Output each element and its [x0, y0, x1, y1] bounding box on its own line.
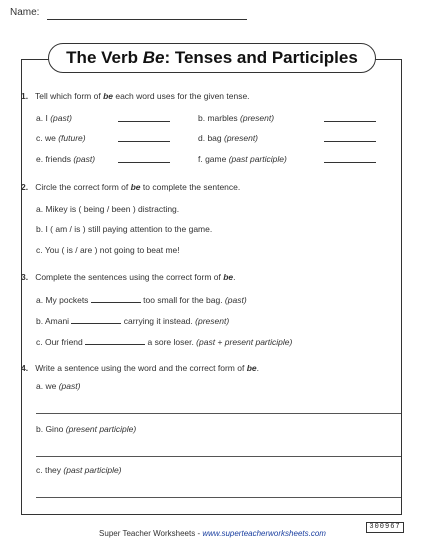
- q1-item-c: c. we (future): [36, 133, 86, 143]
- question-1-prompt: 1. Tell which form of be each word uses for the given tense.: [21, 91, 250, 101]
- q1-answer-blank-f[interactable]: [324, 154, 376, 163]
- q1-answer-blank-c[interactable]: [118, 133, 170, 142]
- q4-item-c: c. they (past participle): [36, 465, 122, 475]
- q1-item-f: f. game (past participle): [198, 154, 287, 164]
- q4-item-a: a. we (past): [36, 381, 81, 391]
- q1-answer-blank-a[interactable]: [118, 113, 170, 122]
- q3-item-c: c. Our friend a sore loser. (past + present participle): [36, 337, 293, 347]
- q3-answer-blank-c[interactable]: [85, 336, 145, 345]
- worksheet-code: 300967: [366, 522, 404, 533]
- q1-answer-blank-e[interactable]: [118, 154, 170, 163]
- page-title: The Verb Be: Tenses and Participles: [48, 43, 376, 73]
- footer: [0, 529, 425, 538]
- question-2-prompt: 2. Circle the correct form of be to complete the sentence.: [21, 182, 241, 192]
- q4-answer-line-b[interactable]: [36, 456, 401, 457]
- q2-item-a[interactable]: a. Mikey is ( being / been ) distracting.: [36, 204, 180, 214]
- q3-item-b: b. Amani carrying it instead. (present): [36, 316, 230, 326]
- q3-answer-blank-a[interactable]: [91, 294, 141, 303]
- footer-text: Super Teacher Worksheets -: [99, 529, 203, 538]
- q2-item-b[interactable]: b. I ( am / is ) still paying attention to the game.: [36, 224, 213, 234]
- q3-answer-blank-b[interactable]: [71, 315, 121, 324]
- name-label: Name:: [10, 7, 40, 18]
- q1-item-e: e. friends (past): [36, 154, 96, 164]
- q1-item-d: d. bag (present): [198, 133, 259, 143]
- q1-item-b: b. marbles (present): [198, 113, 275, 123]
- footer-link[interactable]: www.superteacherworksheets.com: [202, 529, 326, 538]
- q4-answer-line-a[interactable]: [36, 413, 401, 414]
- q3-item-a: a. My pockets too small for the bag. (past): [36, 295, 247, 305]
- name-field[interactable]: [47, 19, 247, 20]
- worksheet-frame: [21, 59, 402, 515]
- q1-item-a: a. I (past): [36, 113, 72, 123]
- q1-answer-blank-d[interactable]: [324, 133, 376, 142]
- question-4-prompt: 4. Write a sentence using the word and the correct form of be.: [21, 363, 259, 373]
- q2-item-c[interactable]: c. You ( is / are ) not going to beat me!: [36, 245, 180, 255]
- q4-answer-line-c[interactable]: [36, 497, 401, 498]
- question-3-prompt: 3. Complete the sentences using the correct form of be.: [21, 272, 236, 282]
- q1-answer-blank-b[interactable]: [324, 113, 376, 122]
- q4-item-b: b. Gino (present participle): [36, 424, 137, 434]
